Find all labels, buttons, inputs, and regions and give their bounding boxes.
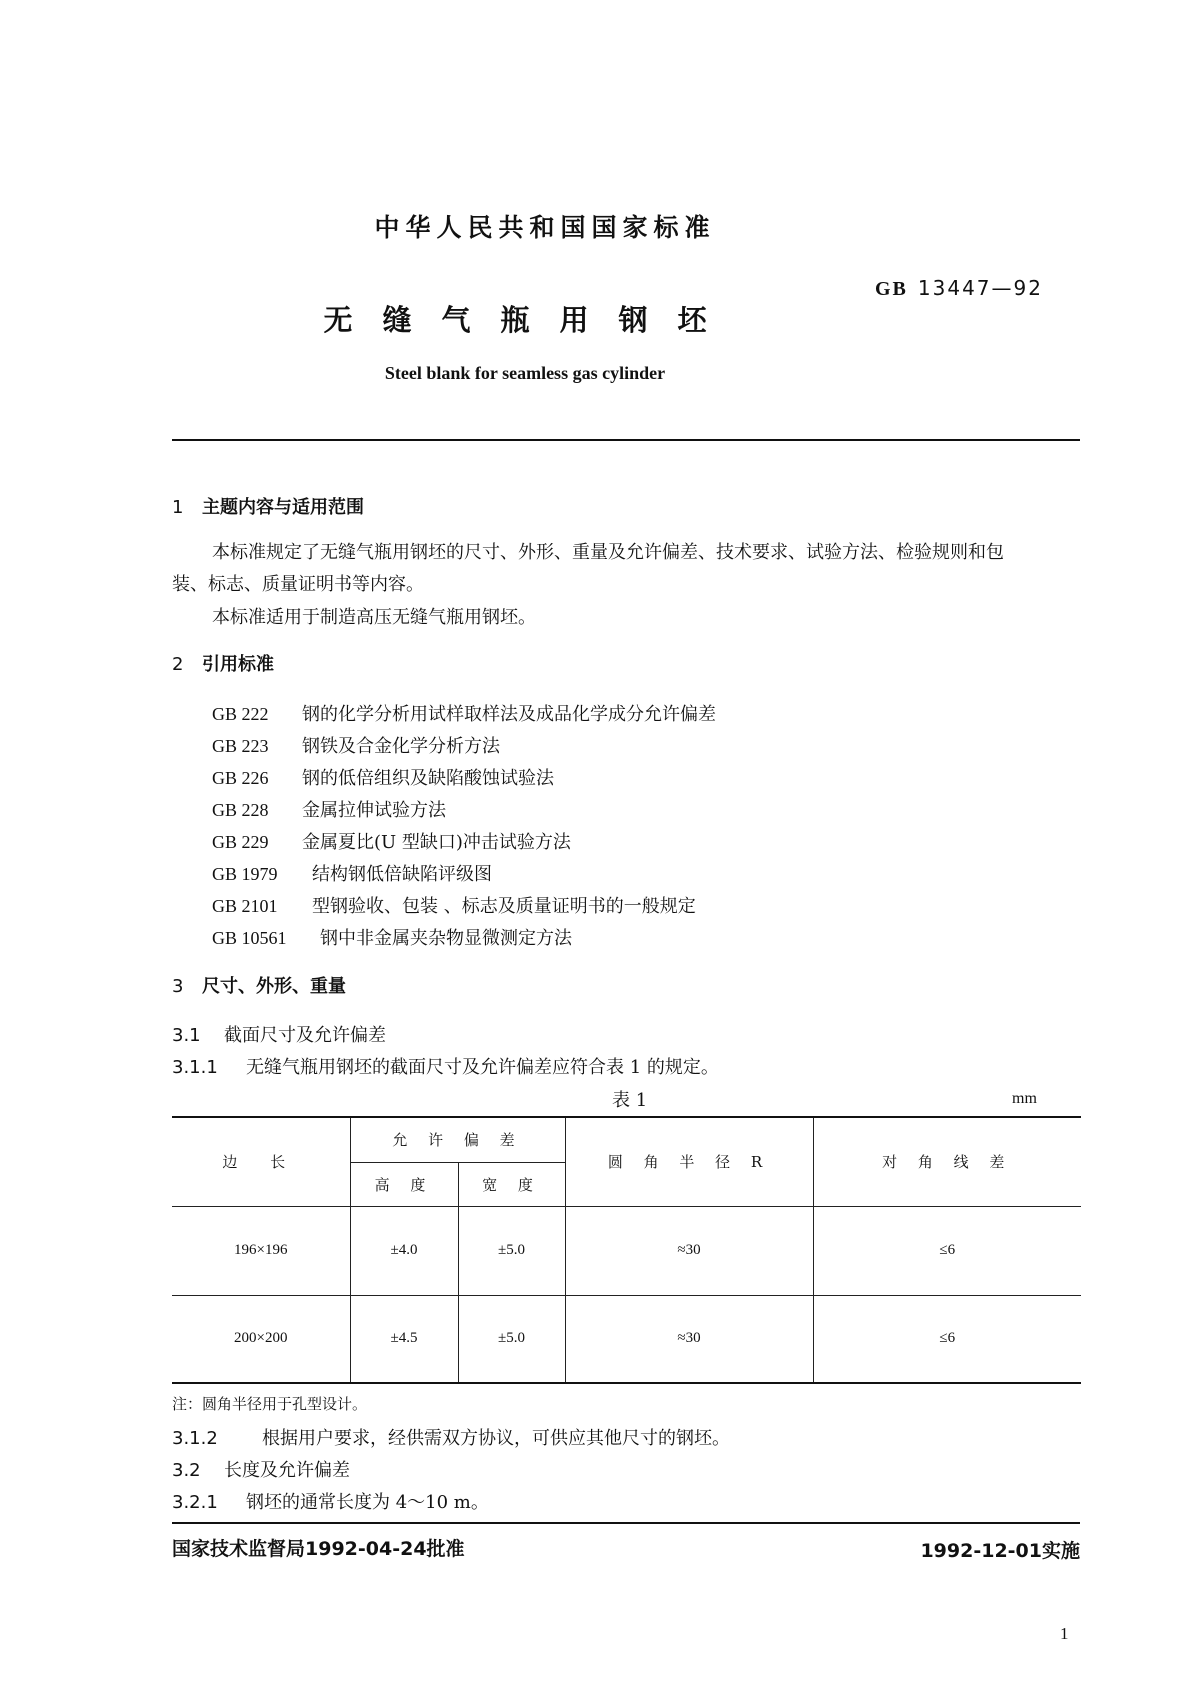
reference-item: GB 226 钢的低倍组织及缺陷酸蚀试验法 xyxy=(212,768,554,789)
reference-item: GB 223 钢铁及合金化学分析方法 xyxy=(212,736,500,757)
table-row xyxy=(172,1295,1081,1383)
section-3-number: 3 xyxy=(172,976,184,997)
document-title-en: Steel blank for seamless gas cylinder xyxy=(384,363,666,383)
section-2-number: 2 xyxy=(172,654,184,675)
table-1-unit: mm xyxy=(1012,1090,1037,1107)
document-title-zh: 无缝气瓶用钢坯 xyxy=(323,303,737,337)
section-2-heading xyxy=(172,650,274,676)
section-1-paragraph-1-line-1: 本标准规定了无缝气瓶用钢坯的尺寸、外形、重量及允许偏差、技术要求、试验方法、检验规则和包 xyxy=(212,542,1004,563)
table-header-diagonal: 对 角 线 差 xyxy=(813,1117,1081,1206)
cell-height-tolerance: ±4.0 xyxy=(350,1206,458,1295)
clause-3-2-1: 3.2.1 钢坯的通常长度为 4～10 m。 xyxy=(172,1492,489,1513)
table-header-height: 高 度 xyxy=(350,1162,458,1206)
cell-height-tolerance: ±4.5 xyxy=(350,1295,458,1383)
reference-item: GB 2101 型钢验收、包装 、标志及质量证明书的一般规定 xyxy=(212,896,696,917)
reference-item: GB 229 金属夏比(U 型缺口)冲击试验方法 xyxy=(212,832,571,853)
reference-item: GB 228 金属拉伸试验方法 xyxy=(212,800,446,821)
cell-width-tolerance: ±5.0 xyxy=(458,1206,565,1295)
reference-item: GB 10561 钢中非金属夹杂物显微测定方法 xyxy=(212,928,572,949)
table-1-note: 注：圆角半径用于孔型设计。 xyxy=(172,1395,368,1413)
clause-3-1-1: 3.1.1 无缝气瓶用钢坯的截面尺寸及允许偏差应符合表 1 的规定。 xyxy=(172,1057,719,1078)
national-standard-title: 中华人民共和国国家标准 xyxy=(374,213,716,242)
section-1-title: 主题内容与适用范围 xyxy=(202,497,364,518)
table-row xyxy=(172,1206,1081,1295)
table-header-tolerance: 允 许 偏 差 xyxy=(350,1117,565,1162)
standard-number: 13447—92 xyxy=(917,276,1043,300)
section-3-title: 尺寸、外形、重量 xyxy=(202,976,346,997)
cell-width-tolerance: ±5.0 xyxy=(458,1295,565,1383)
header-rule xyxy=(172,439,1080,441)
reference-item: GB 222 钢的化学分析用试样取样法及成品化学成分允许偏差 xyxy=(212,704,716,725)
approval-line: 国家技术监督局1992-04-24批准 xyxy=(172,1538,465,1560)
footer-rule xyxy=(172,1522,1080,1524)
cell-diagonal: ≤6 xyxy=(813,1295,1081,1383)
section-1-paragraph-2: 本标准适用于制造高压无缝气瓶用钢坯。 xyxy=(212,607,536,628)
table-header-width: 宽 度 xyxy=(458,1162,565,1206)
table-1-caption: 表 1 xyxy=(612,1090,648,1111)
table-header-radius: 圆 角 半 径 R xyxy=(565,1117,813,1206)
implementation-date: 1992-12-01实施 xyxy=(920,1540,1080,1562)
clause-3-1-2: 3.1.2 根据用户要求，经供需双方协议，可供应其他尺寸的钢坯。 xyxy=(172,1428,730,1449)
section-2-title: 引用标准 xyxy=(202,654,274,675)
section-1-paragraph-1-line-2: 装、标志、质量证明书等内容。 xyxy=(172,574,424,595)
cell-diagonal: ≤6 xyxy=(813,1206,1081,1295)
table-1 xyxy=(172,1116,1081,1384)
reference-item: GB 1979 结构钢低倍缺陷评级图 xyxy=(212,864,492,885)
section-1-heading xyxy=(172,493,364,519)
section-1-number: 1 xyxy=(172,497,184,518)
cell-side: 200×200 xyxy=(172,1295,350,1383)
subsection-3-2: 3.2 长度及允许偏差 xyxy=(172,1460,350,1481)
cell-radius: ≈30 xyxy=(565,1295,813,1383)
table-header-side: 边 长 xyxy=(172,1117,350,1206)
page-number: 1 xyxy=(1060,1624,1069,1643)
cell-side: 196×196 xyxy=(172,1206,350,1295)
section-3-heading xyxy=(172,972,346,998)
cell-radius: ≈30 xyxy=(565,1206,813,1295)
standard-prefix: GB xyxy=(875,278,908,300)
subsection-3-1: 3.1 截面尺寸及允许偏差 xyxy=(172,1025,386,1046)
